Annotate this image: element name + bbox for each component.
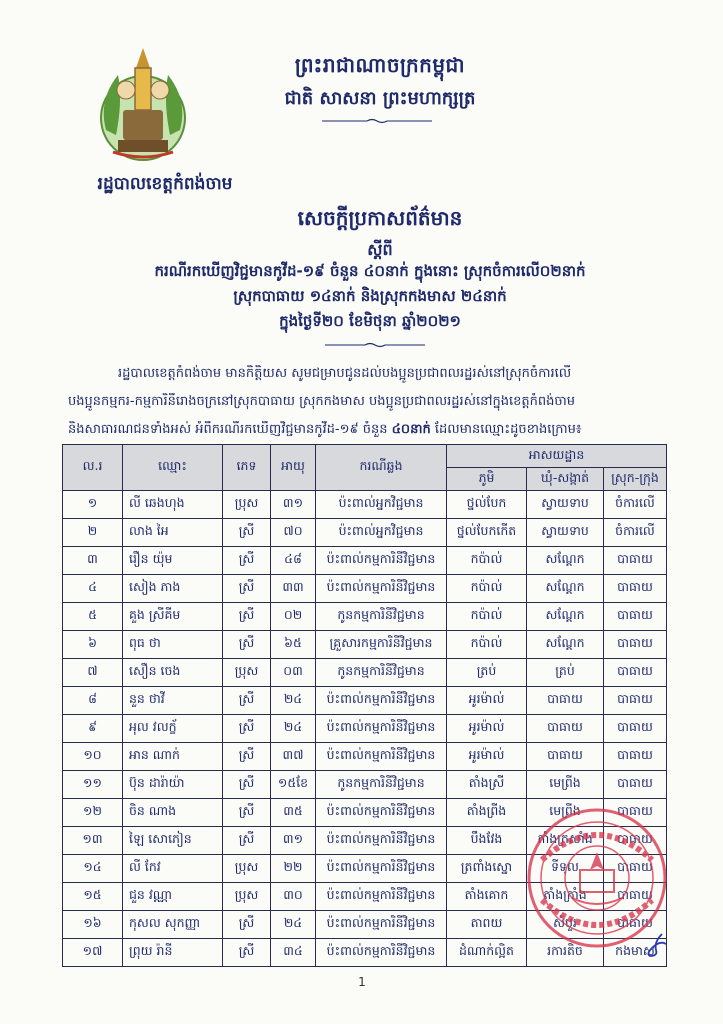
intro-line-3a: និងសាធារណជនទាំងអស់ អំពីករណីរកឃើញវិជ្ជមានកូវីដ-១៩ ចំនួន bbox=[68, 422, 392, 437]
intro-line-3c: ដែលមានឈ្មោះដូចខាងក្រោម៖ bbox=[430, 422, 582, 437]
cell-district: បាធាយ bbox=[604, 687, 667, 715]
cell-no: ៨ bbox=[63, 687, 123, 715]
intro-line-2: បងប្អូនកម្មករ-កម្មការិនីរោងចក្រនៅស្រុកបាធាយ ស្រុកកងមាស បងប្អូនប្រជាពលរដ្ឋរស់នៅក្នុងខេត្តកំពង់ចាម bbox=[68, 394, 576, 409]
cell-district: បាធាយ bbox=[604, 659, 667, 687]
cell-age: ០២ bbox=[271, 603, 316, 631]
cell-sex: ស្រី bbox=[223, 575, 271, 603]
cell-age: ២២ bbox=[271, 855, 316, 883]
cell-sex: ស្រី bbox=[223, 715, 271, 743]
cell-village: តាំងស្រី bbox=[447, 771, 527, 799]
cell-case: ប៉ះពាល់អ្នកវិជ្ជមាន bbox=[316, 519, 447, 547]
cell-name: សឿន ចេង bbox=[123, 659, 223, 687]
cell-sex: ស្រី bbox=[223, 603, 271, 631]
table-row bbox=[63, 715, 667, 743]
table-row bbox=[63, 771, 667, 799]
cell-village: តាំងគោក bbox=[447, 883, 527, 911]
cell-district: បាធាយ bbox=[604, 799, 667, 827]
cell-name: ព្រុយ រ៉ានី bbox=[123, 939, 223, 967]
cell-commune: ស្វាយទាប bbox=[527, 519, 604, 547]
header-name: ឈ្មោះ bbox=[123, 445, 223, 491]
cell-age: ៣០ bbox=[271, 883, 316, 911]
cell-district: ចំការលើ bbox=[604, 519, 667, 547]
cell-case: កូនកម្មការិនីវិជ្ជមាន bbox=[316, 659, 447, 687]
cell-age: ៣៤ bbox=[271, 939, 316, 967]
cell-age: ២៤ bbox=[271, 687, 316, 715]
headline-line-2: ស្រុកបាធាយ ១៤នាក់ និងស្រុកកងមាស ២៤នាក់ bbox=[233, 287, 507, 305]
cell-no: ១៦ bbox=[63, 911, 123, 939]
cell-commune: បាធាយ bbox=[527, 687, 604, 715]
intro-line-3 bbox=[68, 421, 668, 440]
cell-commune: មេព្រីង bbox=[527, 771, 604, 799]
official-seal bbox=[512, 800, 672, 950]
cell-commune: សណ្ដែក bbox=[527, 603, 604, 631]
cell-case: ប៉ះពាល់កម្មការិនីវិជ្ជមាន bbox=[316, 939, 447, 967]
cell-case: កូនកម្មការិនីវិជ្ជមាន bbox=[316, 771, 447, 799]
cell-sex: ស្រី bbox=[223, 687, 271, 715]
cell-district: បាធាយ bbox=[604, 743, 667, 771]
cell-sex: ប្រុស bbox=[223, 883, 271, 911]
cell-no: ១៤ bbox=[63, 855, 123, 883]
cell-village: តាំងព្រីង bbox=[447, 799, 527, 827]
cell-village: អូរម៉ាល់ bbox=[447, 687, 527, 715]
cell-sex: ស្រី bbox=[223, 631, 271, 659]
cell-name: ចិន ណាង bbox=[123, 799, 223, 827]
header-no: ល.រ bbox=[63, 445, 123, 491]
cell-no: ១៧ bbox=[63, 939, 123, 967]
kingdom-heading: ព្រះរាជាណាចក្រកម្ពុជា bbox=[294, 53, 466, 77]
table-row bbox=[63, 519, 667, 547]
cell-sex: ស្រី bbox=[223, 771, 271, 799]
cell-commune: សំបួរ bbox=[527, 911, 604, 939]
cell-sex: ប្រុស bbox=[223, 491, 271, 519]
cell-name: កុសល សុកញ្ញា bbox=[123, 911, 223, 939]
national-motto: ជាតិ សាសនា ព្រះមហាក្សត្រ bbox=[284, 88, 476, 109]
cell-name: គួង ស្រីគីម bbox=[123, 603, 223, 631]
cell-age: ៣១ bbox=[271, 827, 316, 855]
cell-case: គ្រួសារកម្មការិនីវិជ្ជមាន bbox=[316, 631, 447, 659]
cell-age: ៤៨ bbox=[271, 547, 316, 575]
cell-case: ប៉ះពាល់កម្មការិនីវិជ្ជមាន bbox=[316, 715, 447, 743]
cell-district: បាធាយ bbox=[604, 911, 667, 939]
cell-district: បាធាយ bbox=[604, 547, 667, 575]
cell-village: អូរម៉ាល់ bbox=[447, 715, 527, 743]
cell-no: ៣ bbox=[63, 547, 123, 575]
issuing-authority: រដ្ឋបាលខេត្តកំពង់ចាម bbox=[97, 174, 233, 194]
cell-sex: ស្រី bbox=[223, 911, 271, 939]
cell-sex: ស្រី bbox=[223, 827, 271, 855]
cell-village: ថ្នល់បែកកើត bbox=[447, 519, 527, 547]
cell-name: សៀង ភាង bbox=[123, 575, 223, 603]
decorative-divider-icon bbox=[322, 118, 432, 124]
header-age: អាយុ bbox=[271, 445, 316, 491]
cell-case: ប៉ះពាល់កម្មការិនីវិជ្ជមាន bbox=[316, 547, 447, 575]
cell-name: លី ឆេងហុង bbox=[123, 491, 223, 519]
cell-no: ៥ bbox=[63, 603, 123, 631]
cell-age: ៧០ bbox=[271, 519, 316, 547]
cell-village: កប៉ាល់ bbox=[447, 547, 527, 575]
cell-sex: ប្រុស bbox=[223, 659, 271, 687]
headline-date: ក្នុងថ្ងៃទី២០ ខែមិថុនា ឆ្នាំ២០២១ bbox=[279, 312, 461, 330]
table-row bbox=[63, 547, 667, 575]
cell-name: អាន ណាក់ bbox=[123, 743, 223, 771]
header-address: អាសយដ្ឋាន bbox=[447, 445, 667, 468]
cell-case: ប៉ះពាល់កម្មការិនីវិជ្ជមាន bbox=[316, 743, 447, 771]
cell-no: ៧ bbox=[63, 659, 123, 687]
cell-age: ៦៥ bbox=[271, 631, 316, 659]
cell-no: ១២ bbox=[63, 799, 123, 827]
cell-commune: សណ្ដែក bbox=[527, 547, 604, 575]
cell-case: ប៉ះពាល់កម្មការិនីវិជ្ជមាន bbox=[316, 827, 447, 855]
cell-sex: ស្រី bbox=[223, 743, 271, 771]
document-title: សេចក្ដីប្រកាសព័ត៌មាន bbox=[297, 206, 463, 230]
cell-case: ប៉ះពាល់កម្មការិនីវិជ្ជមាន bbox=[316, 911, 447, 939]
cell-case: ប៉ះពាល់អ្នកវិជ្ជមាន bbox=[316, 491, 447, 519]
cell-name: ប៊ុន ដារ៉ាយ៉ា bbox=[123, 771, 223, 799]
cell-name: ពុធ ថា bbox=[123, 631, 223, 659]
cell-no: ១០ bbox=[63, 743, 123, 771]
cell-sex: ប្រុស bbox=[223, 855, 271, 883]
cell-no: ៩ bbox=[63, 715, 123, 743]
cell-district: បាធាយ bbox=[604, 771, 667, 799]
cell-commune: សណ្ដែក bbox=[527, 575, 604, 603]
header-case: ករណីឆ្លង bbox=[316, 445, 447, 491]
cell-district: កងមាស bbox=[604, 939, 667, 967]
cell-district: បាធាយ bbox=[604, 883, 667, 911]
cell-age: ៣៥ bbox=[271, 799, 316, 827]
cell-age: ៣៧ bbox=[271, 743, 316, 771]
intro-line-1: រដ្ឋបាលខេត្តកំពង់ចាម មានកិត្តិយស សូមជម្រាបជូនដល់បងប្អូនប្រជាពលរដ្ឋរស់នៅស្រុកចំការលើ bbox=[118, 366, 572, 381]
cell-no: ១៥ bbox=[63, 883, 123, 911]
cell-age: ២៤ bbox=[271, 911, 316, 939]
cell-age: ០៣ bbox=[271, 659, 316, 687]
subject-label: ស្ដីពី bbox=[367, 240, 393, 259]
cell-name: ជួន វណ្ណា bbox=[123, 883, 223, 911]
cell-case: ប៉ះពាល់កម្មការិនីវិជ្ជមាន bbox=[316, 799, 447, 827]
cell-age: ១៥ខែ bbox=[271, 771, 316, 799]
cell-name: ឡៃ សោភៀន bbox=[123, 827, 223, 855]
cell-name: លាង អៃ bbox=[123, 519, 223, 547]
table-row bbox=[63, 575, 667, 603]
cell-sex: ស្រី bbox=[223, 519, 271, 547]
signature-mark bbox=[640, 930, 670, 960]
cell-commune: តាំងក្រសាំង bbox=[527, 827, 604, 855]
cell-age: ២៤ bbox=[271, 715, 316, 743]
cell-commune: បាធាយ bbox=[527, 743, 604, 771]
cell-commune: រការតិច bbox=[527, 939, 604, 967]
cell-village: ត្រប់ bbox=[447, 659, 527, 687]
cell-case: ប៉ះពាល់កម្មការិនីវិជ្ជមាន bbox=[316, 883, 447, 911]
cell-district: បាធាយ bbox=[604, 715, 667, 743]
cell-sex: ស្រី bbox=[223, 547, 271, 575]
cell-district: បាធាយ bbox=[604, 631, 667, 659]
cell-commune: ទីទុល bbox=[527, 855, 604, 883]
cell-name: លី កែវ bbox=[123, 855, 223, 883]
headline-line-1: ករណីរកឃើញវិជ្ជមានកូវីដ-១៩ ចំនួន ៤០នាក់ ក្នុងនោះ ស្រុកចំការលើ០២នាក់ bbox=[154, 262, 586, 280]
header-sex: ភេទ bbox=[223, 445, 271, 491]
cell-commune: ត្រប់ bbox=[527, 659, 604, 687]
cell-no: ២ bbox=[63, 519, 123, 547]
table-row bbox=[63, 687, 667, 715]
header-village: ភូមិ bbox=[447, 468, 527, 491]
cell-commune: បាធាយ bbox=[527, 715, 604, 743]
cell-no: ១ bbox=[63, 491, 123, 519]
table-row bbox=[63, 603, 667, 631]
cell-commune: តាំងក្រាំង bbox=[527, 883, 604, 911]
table-row bbox=[63, 743, 667, 771]
cell-district: បាធាយ bbox=[604, 855, 667, 883]
cell-district: ចំការលើ bbox=[604, 491, 667, 519]
cell-name: អុល វលក្ខ័ bbox=[123, 715, 223, 743]
decorative-divider-icon bbox=[325, 342, 425, 348]
cell-case: ប៉ះពាល់កម្មការិនីវិជ្ជមាន bbox=[316, 687, 447, 715]
table-row bbox=[63, 659, 667, 687]
header-district: ស្រុក-ក្រុង bbox=[604, 468, 667, 491]
royal-emblem-logo bbox=[88, 40, 198, 165]
cell-village: បឹងវែង bbox=[447, 827, 527, 855]
cell-district: បាធាយ bbox=[604, 827, 667, 855]
cell-sex: ស្រី bbox=[223, 939, 271, 967]
table-row bbox=[63, 631, 667, 659]
cell-district: បាធាយ bbox=[604, 603, 667, 631]
cell-village: ដំណាក់ល្អិត bbox=[447, 939, 527, 967]
cell-case: កូនកម្មការិនីវិជ្ជមាន bbox=[316, 603, 447, 631]
cell-village: កប៉ាល់ bbox=[447, 631, 527, 659]
cell-village: កប៉ាល់ bbox=[447, 575, 527, 603]
cell-age: ៣១ bbox=[271, 491, 316, 519]
page-number: 1 bbox=[358, 975, 366, 989]
cell-no: ១៣ bbox=[63, 827, 123, 855]
cell-no: ១១ bbox=[63, 771, 123, 799]
cell-case: ប៉ះពាល់កម្មការិនីវិជ្ជមាន bbox=[316, 855, 447, 883]
cell-name: នួន ថាវី bbox=[123, 687, 223, 715]
cell-commune: សណ្ដែក bbox=[527, 631, 604, 659]
cell-village: ថ្នល់បែក bbox=[447, 491, 527, 519]
cell-village: ត្រពាំងស្នោ bbox=[447, 855, 527, 883]
cell-name: រឿន យ៉ុម bbox=[123, 547, 223, 575]
cell-village: កប៉ាល់ bbox=[447, 603, 527, 631]
cell-commune: មេព្រីង bbox=[527, 799, 604, 827]
cell-commune: ស្វាយទាប bbox=[527, 491, 604, 519]
cell-no: ៤ bbox=[63, 575, 123, 603]
cell-no: ៦ bbox=[63, 631, 123, 659]
cell-village: អូរម៉ាល់ bbox=[447, 743, 527, 771]
cell-district: បាធាយ bbox=[604, 575, 667, 603]
cell-sex: ស្រី bbox=[223, 799, 271, 827]
table-row bbox=[63, 491, 667, 519]
cell-age: ៣៣ bbox=[271, 575, 316, 603]
cell-village: តាពយ bbox=[447, 911, 527, 939]
case-count-highlight: ៤០នាក់ bbox=[391, 422, 431, 437]
header-commune: ឃុំ-សង្កាត់ bbox=[527, 468, 604, 491]
cell-case: ប៉ះពាល់កម្មការិនីវិជ្ជមាន bbox=[316, 575, 447, 603]
